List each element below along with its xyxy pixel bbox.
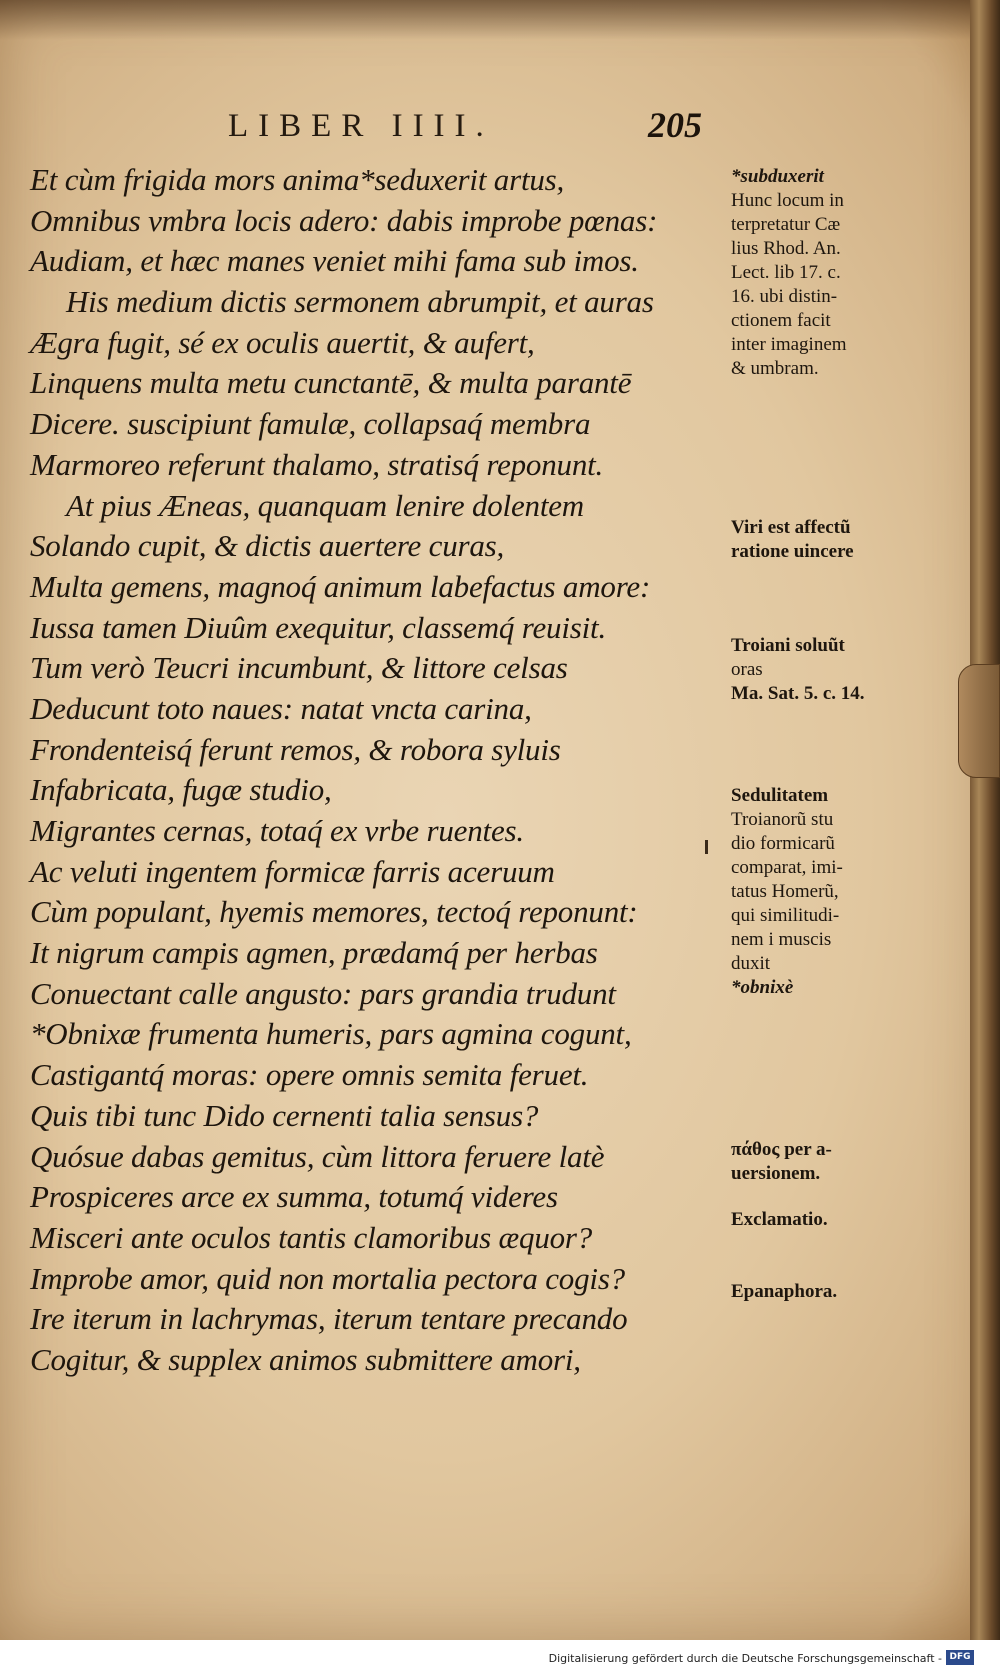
margin-note-line: duxit <box>731 953 771 974</box>
page-tab-marker <box>958 664 1000 778</box>
verse-line: Ire iterum in lachrymas, iterum tentare precando <box>30 1301 628 1337</box>
page-shadow <box>0 0 990 40</box>
margin-note-line: Troianorũ stu <box>731 809 834 830</box>
verse-line: Conuectant calle angusto: pars grandia trudunt <box>30 975 616 1011</box>
margin-note-line: Epanaphora. <box>731 1281 838 1302</box>
page-number: 205 <box>648 105 702 145</box>
verse-line: Cùm populant, hyemis memores, tectoq́ reponunt: <box>30 894 638 930</box>
verse-line: Cogitur, & supplex animos submittere amori, <box>30 1341 581 1377</box>
margin-note <box>731 634 865 706</box>
margin-note <box>731 1280 837 1304</box>
verse-line: Solando cupit, & dictis auertere curas, <box>30 528 505 564</box>
verse-line: Quósue dabas gemitus, cùm littora feruere latè <box>30 1138 605 1174</box>
footer-credit: Digitalisierung gefördert durch die Deutsche Forschungsgemeinschaft - <box>548 1652 942 1665</box>
verse-line: Infabricata, fugæ studio, <box>30 772 332 808</box>
margin-note <box>731 165 847 381</box>
verse-line: His medium dictis sermonem abrumpit, et auras <box>66 284 654 320</box>
margin-note-line: inter imaginem <box>731 334 847 355</box>
verse-line: Multa gemens, magnoq́ animum labefactus amore: <box>30 568 651 604</box>
margin-note-line: uersionem. <box>731 1163 821 1184</box>
dfg-logo: DFG <box>946 1650 974 1665</box>
margin-note-line: *subduxerit <box>731 166 824 187</box>
verse-line: Ægra fugit, sé ex oculis auertit, & aufert, <box>30 324 535 360</box>
verse-line: Audiam, et hæc manes veniet mihi fama sub imos. <box>30 243 639 279</box>
margin-note-line: tatus Homerũ, <box>731 881 839 902</box>
book-edge <box>970 0 1000 1640</box>
verse-line: Misceri ante oculos tantis clamoribus æquor? <box>30 1219 593 1255</box>
margin-note <box>731 1138 832 1186</box>
margin-note-line: 16. ubi distin- <box>731 286 838 307</box>
margin-note-line: Hunc locum in <box>731 190 844 211</box>
margin-note-line: Lect. lib 17. c. <box>731 262 841 283</box>
verse-block <box>30 160 730 1381</box>
margin-note-line: Exclamatio. <box>731 1209 828 1230</box>
verse-line: At pius Æneas, quanquam lenire dolentem <box>66 487 584 523</box>
verse-line: Tum verò Teucri incumbunt, & littore celsas <box>30 650 568 686</box>
margin-note-line: comparat, imi- <box>731 857 843 878</box>
verse-line: It nigrum campis agmen, prædamq́ per herbas <box>30 935 598 971</box>
margin-note-line: ratione uincere <box>731 541 854 562</box>
verse-line: Dicere. suscipiunt famulæ, collapsaq́ membra <box>30 406 591 442</box>
verse-line: Marmoreo referunt thalamo, stratisq́ reponunt. <box>30 446 604 482</box>
verse-line: Linquens multa metu cunctantē, & multa parantē <box>30 365 632 401</box>
page-header <box>0 105 990 148</box>
margin-note-line: & umbram. <box>731 358 819 379</box>
verse-line: Migrantes cernas, totaq́ ex vrbe ruentes. <box>30 813 524 848</box>
verse-line: Castigantq́ moras: opere omnis semita feruet. <box>30 1057 589 1093</box>
margin-note-line: nem i muscis <box>731 929 832 950</box>
verse-line: Omnibus vmbra locis adero: dabis improbe pœnas: <box>30 202 658 238</box>
margin-note-line: *obnixè <box>731 977 794 998</box>
margin-note <box>731 1208 828 1232</box>
verse-line: Iussa tamen Diuûm exequitur, classemq́ reuisit. <box>30 609 607 645</box>
running-head: LIBER IIII. <box>228 108 494 144</box>
margin-note-line: oras <box>731 659 763 680</box>
verse-line: Prospiceres arce ex summa, totumq́ videres <box>30 1179 558 1215</box>
margin-note-line: πάθος per a- <box>731 1139 832 1160</box>
margin-note-line: Ma. Sat. 5. c. 14. <box>731 683 865 704</box>
margin-note-line: dio formicarũ <box>731 833 835 854</box>
verse-line: Et cùm frigida mors anima*seduxerit artus, <box>30 162 565 197</box>
margin-note-line: terpretatur Cæ <box>731 214 841 235</box>
verse-line: Frondenteisq́ ferunt remos, & robora syluis <box>30 731 561 767</box>
margin-note-line: qui similitudi- <box>731 905 840 926</box>
margin-note-line: Viri est affectũ <box>731 517 851 538</box>
margin-note-line: lius Rhod. An. <box>731 238 841 259</box>
verse-line: Ac veluti ingentem formicæ farris aceruum <box>30 853 555 889</box>
margin-note <box>731 784 843 1000</box>
verse-line: *Obnixæ frumenta humeris, pars agmina cogunt, <box>30 1016 632 1052</box>
verse-line: Deducunt toto naues: natat vncta carina, <box>30 690 532 726</box>
verse-line: Improbe amor, quid non mortalia pectora cogis? <box>30 1260 625 1296</box>
margin-note-line: ctionem facit <box>731 310 831 331</box>
verse-line: Quis tibi tunc Dido cernenti talia sensus? <box>30 1097 539 1133</box>
margin-note-line: Troiani soluũt <box>731 635 845 656</box>
margin-note <box>731 516 854 564</box>
margin-note-line: Sedulitatem <box>731 785 829 806</box>
